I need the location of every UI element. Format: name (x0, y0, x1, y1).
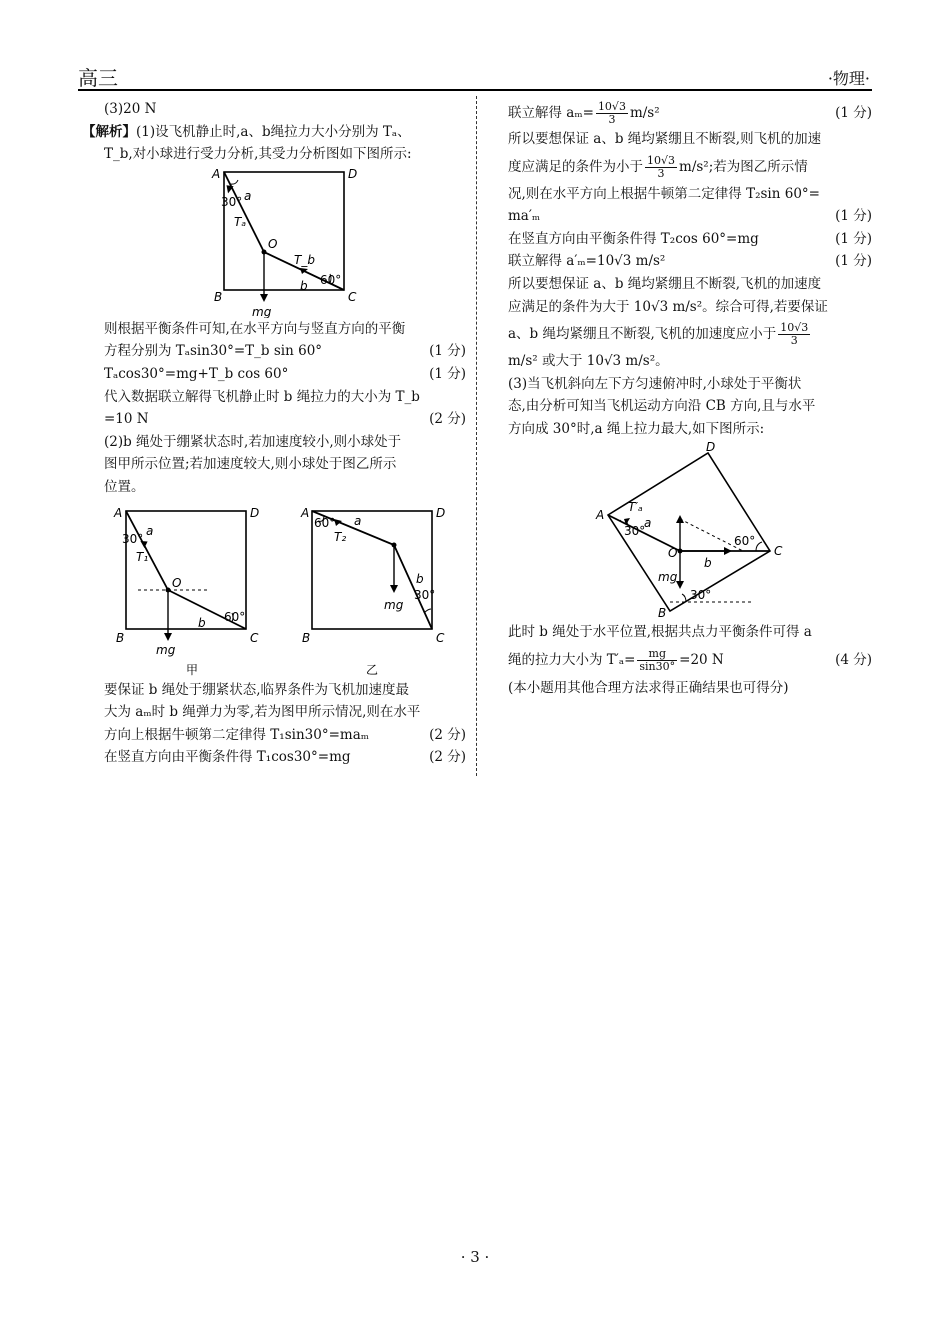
label-C: C (436, 630, 445, 645)
text-line (82, 121, 466, 144)
text-line: 应满足的条件为大于 10√3 m/s²。综合可得,若要保证 (508, 298, 828, 315)
equation-line (508, 643, 872, 677)
equation: ma′ₘ (508, 208, 541, 225)
text-line (508, 151, 872, 183)
score: (2 分) (429, 749, 466, 766)
text-span: (1)设飞机静止时,a、b绳拉力大小分别为 Tₐ、 (136, 123, 411, 140)
denominator: sin30° (639, 660, 676, 674)
text-span: a、b 绳均紧绷且不断裂,飞机的加速度应小于 (508, 326, 777, 343)
header-rule (78, 89, 872, 91)
label-A: A (596, 507, 605, 522)
header-grade: 高三 (78, 66, 118, 90)
page-number: · 3 · (460, 1248, 490, 1266)
text-line: 态,由分析可知当飞机运动方向沿 CB 方向,且与水平 (508, 398, 816, 415)
fraction (596, 101, 628, 126)
note-line: (本小题用其他合理方法求得正确结果也可得分) (508, 680, 789, 697)
label-b: b (198, 615, 206, 630)
text-line: 位置。 (104, 478, 145, 495)
label-angle-30: 30° (221, 194, 243, 209)
label-b: b (416, 571, 424, 586)
label-a: a (146, 523, 154, 538)
force-diagrams-jia-yi (98, 499, 460, 679)
fraction (645, 155, 677, 180)
label-A: A (212, 166, 221, 181)
label-mg: mg (156, 642, 176, 657)
score: (1 分) (429, 343, 466, 360)
label-A: A (114, 505, 123, 520)
equation: =10 N (104, 411, 149, 428)
caption-yi: 乙 (366, 662, 379, 677)
label-O: O (668, 545, 678, 560)
equation: 在竖直方向由平衡条件得 T₁cos30°=mg (104, 749, 351, 766)
label-a: a (244, 188, 252, 203)
label-angle-30: 30° (624, 523, 646, 538)
label-D: D (348, 166, 358, 181)
equation-line (104, 408, 466, 431)
label-a: a (644, 515, 652, 530)
equation-line (104, 363, 466, 386)
numerator: mg (637, 648, 677, 661)
equation-line (104, 724, 466, 747)
equation-line (508, 205, 872, 228)
equation: 方程分别为 Tₐsin30°=T_b sin 60° (104, 343, 323, 360)
label-mg: mg (252, 304, 272, 318)
label-B: B (302, 630, 311, 645)
header-subject: ·物理· (827, 69, 870, 88)
caption-jia: 甲 (186, 662, 199, 677)
denominator: 3 (657, 166, 665, 180)
label-T1: T₁ (136, 549, 149, 564)
label-D: D (436, 505, 446, 520)
equation: 绳的拉力大小为 T′ₐ= (508, 652, 636, 669)
equation: 方向上根据牛顿第二定律得 T₁sin30°=maₘ (104, 726, 370, 743)
label-Ta: Tₐ (234, 214, 247, 229)
text-line: 则根据平衡条件可知,在水平方向与竖直方向的平衡 (104, 320, 406, 337)
text-line: T_b,对小球进行受力分析,其受力分析图如下图所示: (104, 146, 412, 163)
label-mg: mg (658, 569, 678, 584)
text-line (508, 318, 872, 350)
text-line: 大为 aₘ时 b 绳弹力为零,若为图甲所示情况,则在水平 (104, 704, 421, 721)
left-column (82, 98, 466, 769)
denominator: 3 (790, 334, 798, 348)
label-T2: T₂ (334, 529, 347, 544)
label-Tpa: T′ₐ (628, 499, 643, 514)
equation: Tₐcos30°=mg+T_b cos 60° (104, 365, 289, 382)
numerator: 10√3 (647, 153, 676, 167)
fraction (778, 322, 810, 347)
equation-line (508, 228, 872, 251)
right-column (508, 98, 872, 700)
equation: =20 N (679, 652, 724, 669)
numerator: 10√3 (597, 100, 626, 113)
equation: 联立解得 aₘ= (508, 105, 594, 121)
text-line: 图甲所示位置;若加速度较大,则小球处于图乙所示 (104, 456, 397, 473)
text-line: 要保证 b 绳处于绷紧状态,临界条件为飞机加速度最 (104, 681, 410, 698)
label-a: a (354, 513, 362, 528)
text-line: (3)当飞机斜向左下方匀速俯冲时,小球处于平衡状 (508, 375, 802, 392)
label-O: O (172, 575, 182, 590)
label-A: A (301, 505, 310, 520)
score: (4 分) (835, 652, 872, 669)
text-line: 方向成 30°时,a 绳上拉力最大,如下图所示: (508, 420, 765, 437)
score: (2 分) (429, 411, 466, 428)
label-O: O (268, 236, 278, 251)
text-line: (2)b 绳处于绷紧状态时,若加速度较小,则小球处于 (104, 433, 402, 450)
label-mg: mg (384, 597, 404, 612)
label-B: B (214, 289, 223, 304)
score: (1 分) (835, 105, 872, 121)
label-angle-30: 30° (414, 587, 436, 602)
label-b: b (300, 278, 308, 293)
label-angle-30: 30° (122, 531, 144, 546)
score: (1 分) (835, 208, 872, 225)
label-angle-30: 30° (690, 587, 712, 602)
label-B: B (116, 630, 125, 645)
label-D: D (250, 505, 260, 520)
analysis-tag: 【解析】 (82, 123, 136, 140)
numerator: 10√3 (780, 321, 809, 335)
label-B: B (658, 605, 667, 620)
score: (1 分) (429, 365, 466, 382)
label-C: C (250, 630, 259, 645)
text-line: 况,则在水平方向上根据牛顿第二定律得 T₂sin 60°= (508, 185, 820, 202)
text-line: 此时 b 绳处于水平位置,根据共点力平衡条件可得 a (508, 623, 812, 640)
unit: m/s² (629, 105, 660, 121)
text-line: 代入数据联立解得飞机静止时 b 绳拉力的大小为 T_b (104, 388, 420, 405)
text-line: m/s² 或大于 10√3 m/s²。 (508, 353, 669, 370)
score: (2 分) (429, 726, 466, 743)
equation-line (104, 340, 466, 363)
label-Tb: T_b (294, 252, 315, 267)
score: (1 分) (835, 253, 872, 270)
equation-line (508, 250, 872, 273)
equation: 在竖直方向由平衡条件得 T₂cos 60°=mg (508, 230, 759, 247)
text-line: 所以要想保证 a、b 绳均紧绷且不断裂,飞机的加速度 (508, 275, 822, 292)
column-divider (476, 96, 477, 776)
label-angle-60: 60° (314, 515, 336, 530)
label-b: b (704, 555, 712, 570)
equation: 联立解得 a′ₘ=10√3 m/s² (508, 253, 666, 270)
answer-line: (3)20 N (104, 101, 157, 117)
label-angle-60: 60° (734, 533, 756, 548)
label-D: D (706, 440, 716, 454)
fraction (637, 648, 677, 673)
label-angle-60: 60° (224, 609, 246, 624)
equation-line (508, 98, 872, 128)
text-span: m/s²;若为图乙所示情 (679, 158, 808, 175)
equation-line (104, 746, 466, 769)
text-line: 所以要想保证 a、b 绳均紧绷且不断裂,则飞机的加速 (508, 131, 822, 147)
text-span: 度应满足的条件为小于 (508, 158, 643, 175)
label-C: C (348, 289, 357, 304)
label-angle-60: 60° (320, 272, 342, 287)
score: (1 分) (835, 230, 872, 247)
label-C: C (774, 543, 783, 558)
force-diagram-static (104, 166, 466, 318)
denominator: 3 (608, 113, 616, 126)
force-diagram-dive (508, 441, 872, 621)
